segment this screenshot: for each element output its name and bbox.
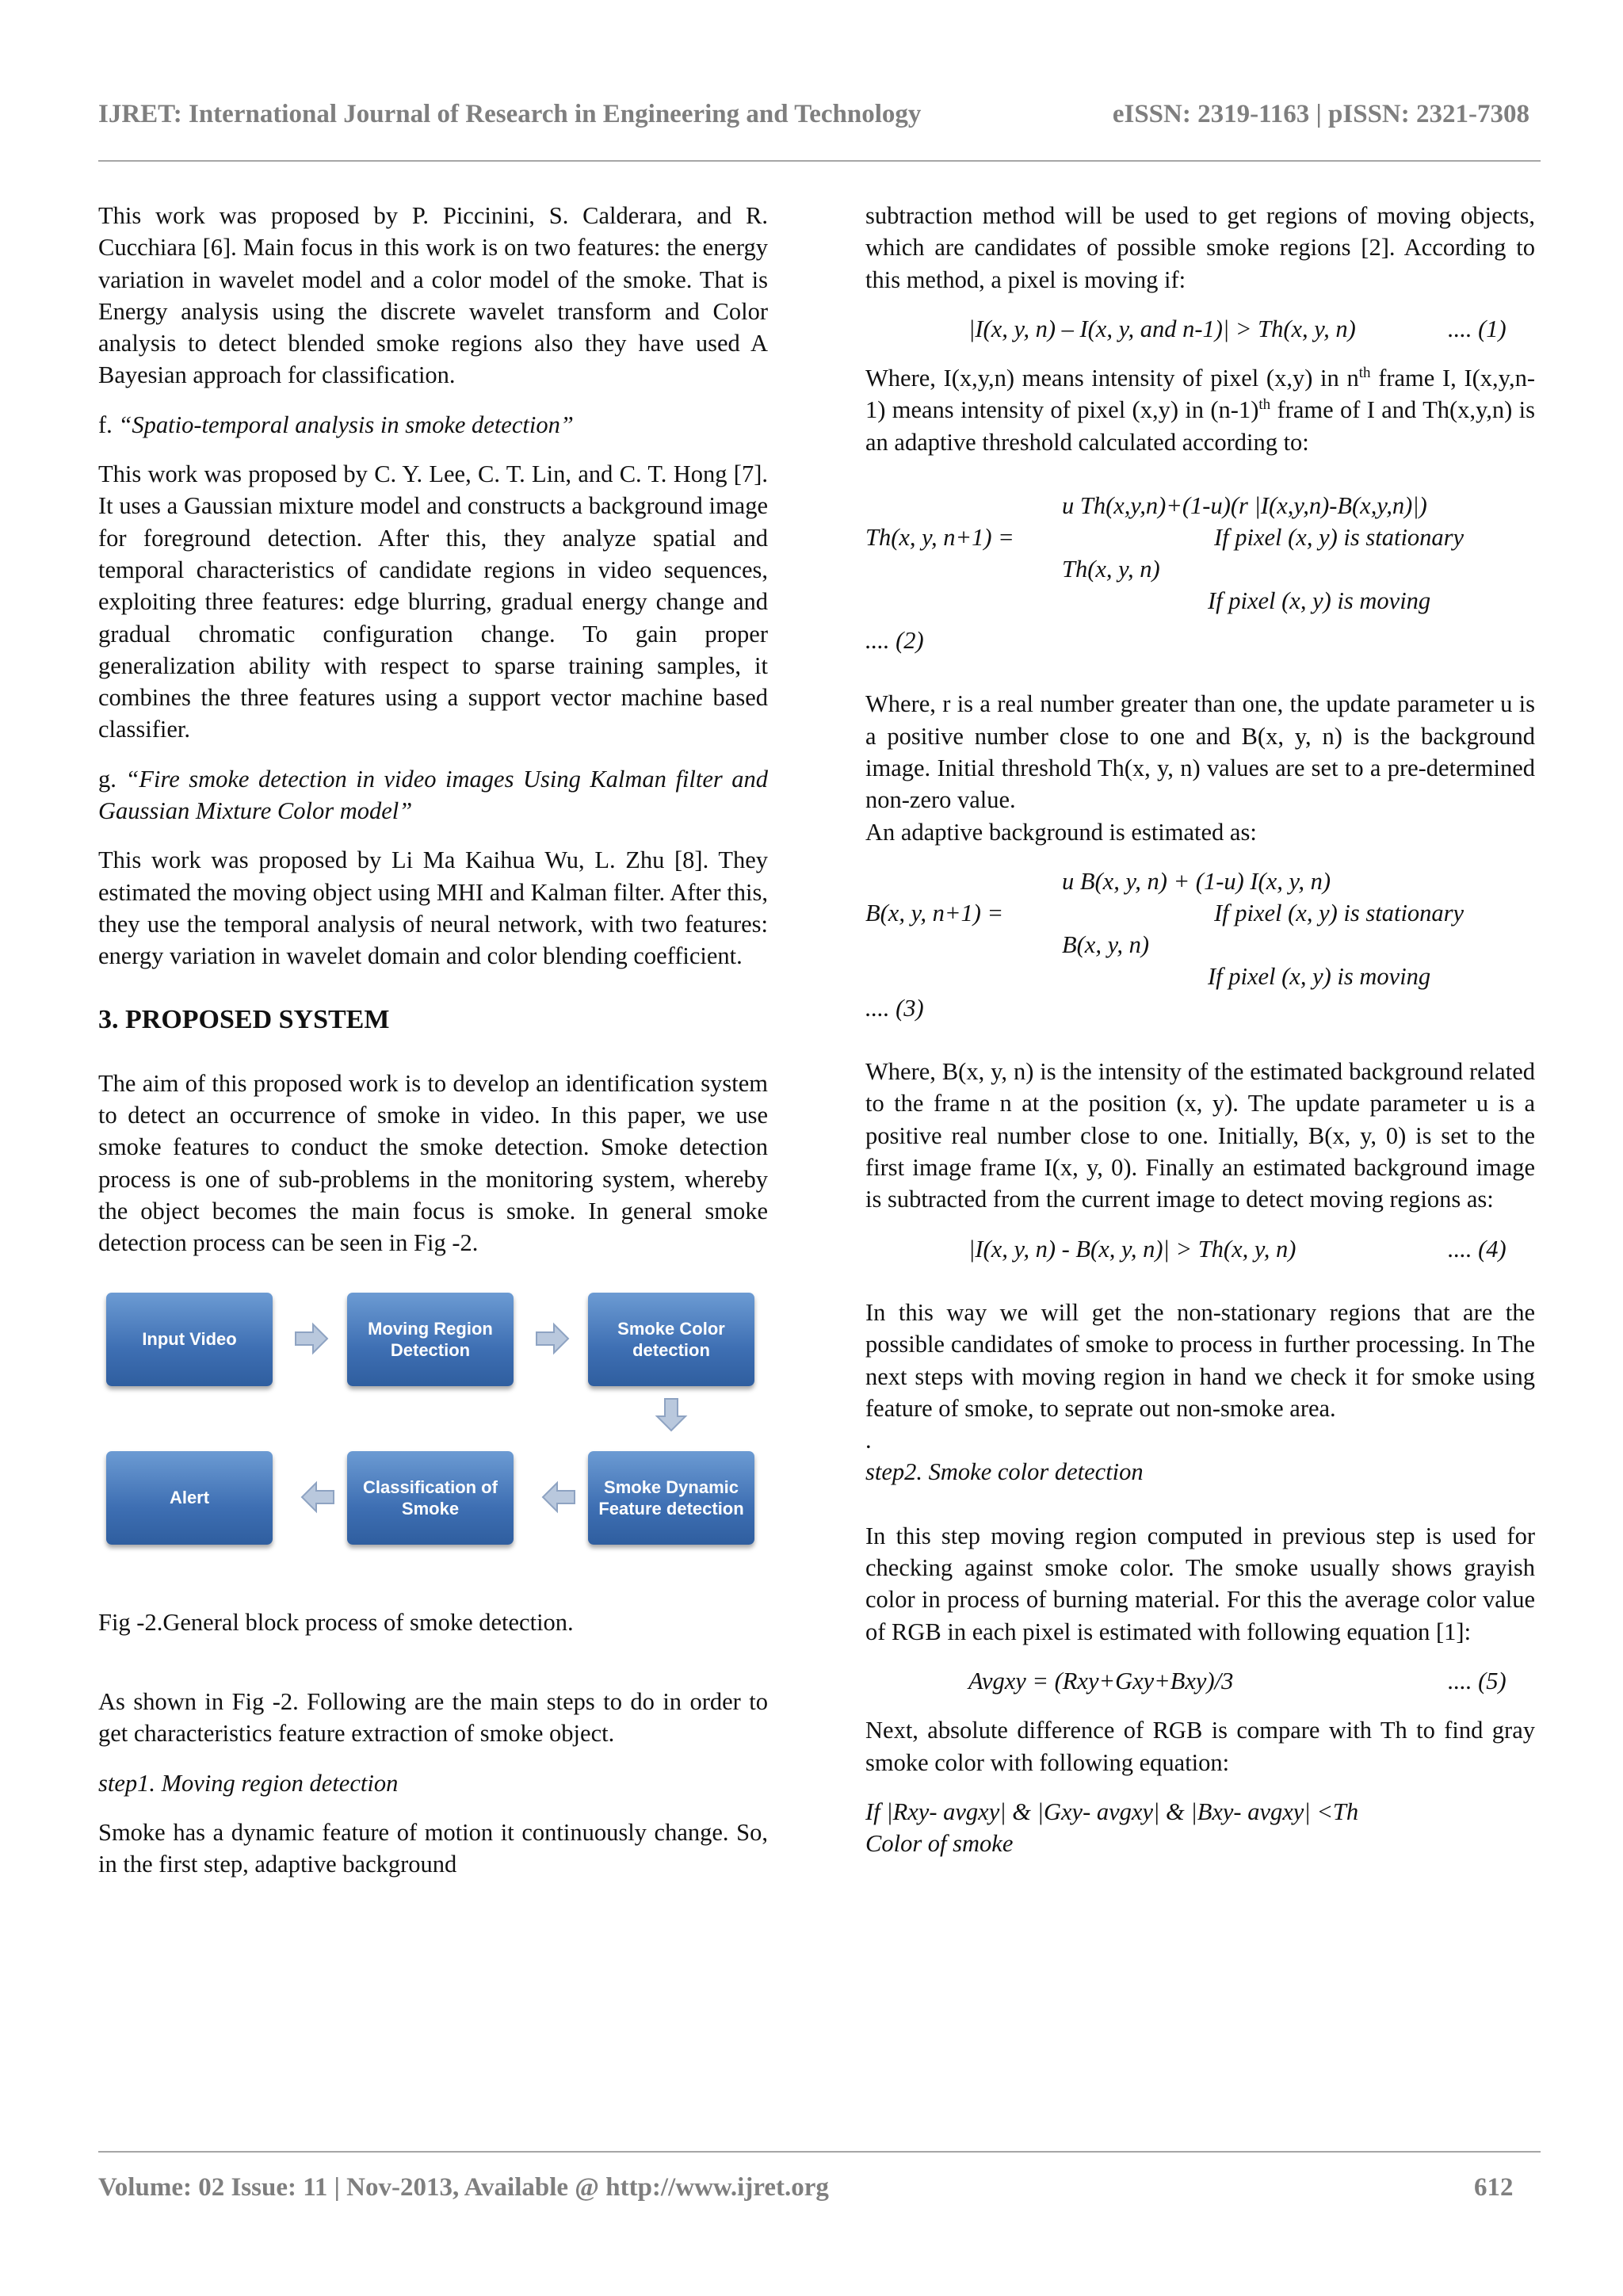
equation-6: If |Rxy- avgxy| & |Gxy- avgxy| & |Bxy- avgxy| <Th (865, 1797, 1359, 1825)
volume-footer: Volume: 02 Issue: 11 | Nov-2013, Available @ http://www.ijret.org (98, 2173, 829, 2202)
journal-header: IJRET: International Journal of Research in Engineering and Technology (98, 100, 922, 128)
paragraph: As shown in Fig -2. Following are the main steps to do in order to get characteristics feature extraction of smoke object. (98, 1687, 768, 1748)
paragraph: The aim of this proposed work is to develop an identification system to detect an occurrence of smoke in video. In this paper, we use smoke features to conduct the smoke detection. Smoke detection process is one of sub-problems in the monitoring system, whereby the object becomes the main focus is smoke. In general smoke detection process can be seen in Fig -2. (98, 1069, 768, 1257)
paragraph: Smoke has a dynamic feature of motion it continuously change. So, in the first step, adaptive background (98, 1818, 768, 1878)
arrow-down-icon (652, 1396, 690, 1434)
equation-6-result: Color of smoke (865, 1830, 1014, 1858)
equation-1: |I(x, y, n) – I(x, y, and n-1)| > Th(x, y, n) .... (1) (968, 315, 1507, 342)
arrow-right-icon (533, 1320, 571, 1358)
step2-heading: step2. Smoke color detection (865, 1458, 1144, 1486)
block-moving-region: Moving Region Detection (347, 1293, 514, 1386)
right-column (865, 200, 1535, 1859)
block-diagram-figure (98, 1282, 768, 1575)
footer-rule (98, 2151, 1541, 2153)
block-alert: Alert (106, 1451, 273, 1545)
equation-3: u B(x, y, n) + (1-u) I(x, y, n) B(x, y, n+1) = If pixel (x, y) is stationary B(x, y, n) If pixel (x, y) is moving (865, 867, 1465, 990)
paragraph: Where, I(x,y,n) means intensity of pixel (x,y) in $n^{th}$ frame I, I(x,y,n-1) means intensity of pixel (x,y) in $(n-1)^{th}$ frame of I and Th(x,y,n) is an adaptive threshold calculated according to: (865, 365, 1535, 456)
issn-header: eISSN: 2319-1163 | pISSN: 2321-7308 (1112, 100, 1529, 128)
paragraph: This work was proposed by C. Y. Lee, C. T. Lin, and C. T. Hong [7]. It uses a Gaussian mixture model and constructs a background image for foreground detection. After this, they analyze spatial and temporal characteristics of candidate regions in video sequences, exploiting three features: edge blurring, gradual energy change and gradual chromatic configuration change. To gain proper generalization ability with respect to sparse training samples, it combines the three features using a support vector machine based classifier. (98, 460, 768, 743)
left-column (98, 200, 768, 1880)
paragraph: An adaptive background is estimated as: (865, 818, 1257, 846)
header-rule (98, 160, 1541, 162)
equation-3-number: .... (3) (865, 994, 924, 1022)
figure-caption: Fig -2.General block process of smoke detection. (98, 1608, 574, 1636)
block-smoke-color: Smoke Color detection (588, 1293, 754, 1386)
paragraph: Next, absolute difference of RGB is compare with Th to find gray smoke color with following equation: (865, 1717, 1535, 1776)
equation-2: u Th(x,y,n)+(1-u)(r |I(x,y,n)-B(x,y,n)|) Th(x, y, n+1) = If pixel (x, y) is stationary Th(x, y, n) If pixel (x, y) is moving (865, 492, 1465, 615)
block-input-video: Input Video (106, 1293, 273, 1386)
paragraph: This work was proposed by P. Piccinini, S. Calderara, and R. Cucchiara [6]. Main focus in this work is on two features: the energy variation in wavelet model and a color model of the smoke. That is Energy analysis using the discrete wavelet transform and Color analysis to detect blended smoke regions also they have used A Bayesian approach for classification. (98, 202, 768, 389)
arrow-left-icon (299, 1478, 337, 1516)
equation-2-number: .... (2) (865, 627, 924, 655)
step1-heading: step1. Moving region detection (98, 1769, 399, 1797)
section-heading: 3. PROPOSED SYSTEM (98, 1004, 390, 1034)
subheading-g: g. “Fire smoke detection in video images Using Kalman filter and Gaussian Mixture Color model” (98, 765, 769, 825)
paragraph: In this step moving region computed in previous step is used for checking against smoke color. The smoke usually shows grayish color in process of burning material. For this the average color value of RGB in each pixel is estimated with following equation [1]: (865, 1522, 1535, 1645)
paragraph: subtraction method will be used to get regions of moving objects, which are candidates of possible smoke regions [2]. According to this method, a pixel is moving if: (865, 202, 1535, 293)
equation-4: |I(x, y, n) - B(x, y, n)| > Th(x, y, n) .... (4) (968, 1235, 1507, 1263)
paragraph: This work was proposed by Li Ma Kaihua Wu, L. Zhu [8]. They estimated the moving object using MHI and Kalman filter. After this, they use the temporal analysis of neural network, with two features: energy variation in wavelet domain and color blending coefficient. (98, 846, 768, 970)
subheading-f: f. “Spatio-temporal analysis in smoke detection” (98, 411, 574, 438)
equation-5: Avgxy = (Rxy+Gxy+Bxy)/3 .... (5) (968, 1667, 1507, 1694)
separator-dot: . (865, 1427, 872, 1454)
arrow-left-icon (540, 1478, 578, 1516)
paragraph: Where, r is a real number greater than one, the update parameter u is a positive number close to one and B(x, y, n) is the background image. Initial threshold Th(x, y, n) values are set to a pre-determined non-zero value. (865, 690, 1535, 814)
block-classification: Classification of Smoke (347, 1451, 514, 1545)
paragraph: Where, B(x, y, n) is the intensity of the estimated background related to the frame n at the position (x, y). The update parameter u is a positive real number close to one. Initially, B(x, y, 0) is set to the first image frame I(x, y, 0). Finally an estimated background image is subtracted from the current image to detect moving regions as: (865, 1058, 1535, 1213)
page-number: 612 (1474, 2173, 1514, 2202)
block-smoke-dynamic: Smoke Dynamic Feature detection (588, 1451, 754, 1545)
arrow-right-icon (292, 1320, 330, 1358)
paragraph: In this way we will get the non-stationary regions that are the possible candidates of smoke to process in further processing. In The next steps with moving region in hand we check it for smoke using feature of smoke, to seprate out non-smoke area. (865, 1298, 1535, 1422)
